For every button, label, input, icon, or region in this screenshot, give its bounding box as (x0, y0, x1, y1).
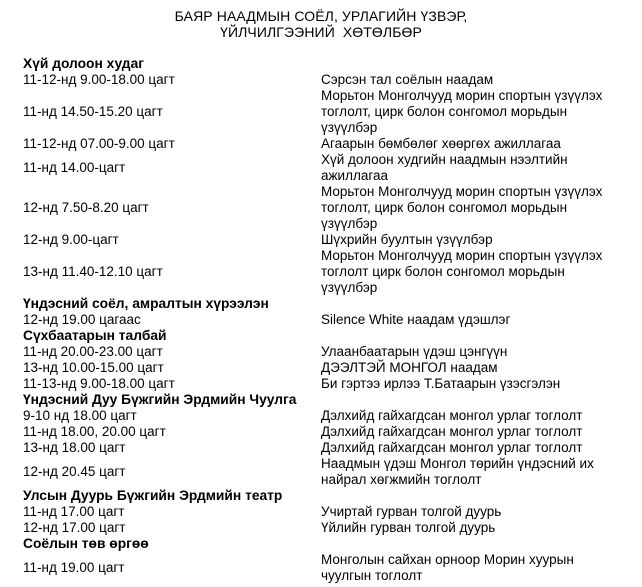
schedule-row (23, 88, 623, 136)
event-time: 12-нд 7.50-8.20 цагт (23, 200, 149, 215)
event-line: Агаарын бөмбөлөг хөөргөх ажиллагаа (321, 136, 561, 151)
event-line: найрал хөгжмийн тоглолт (321, 472, 482, 487)
event-line: тоглолт, цирк болон сонгомол морьдын (321, 104, 568, 119)
schedule-row (23, 312, 623, 328)
event-line: Дэлхийд гайхагдсан монгол урлаг тоглолт (321, 424, 583, 439)
event-time: 12-нд 17.00 цагт (23, 520, 126, 535)
event-description (321, 408, 623, 424)
event-line: Хүй долоон худгийн наадмын нээлтийн (321, 152, 568, 167)
event-line: Би гэртээ ирлээ Т.Батаарын үзэсгэлэн (321, 376, 561, 391)
event-description (321, 152, 623, 184)
section-heading: Сүхбаатарын талбай (23, 328, 167, 343)
event-description (321, 136, 623, 152)
event-description (321, 504, 623, 520)
event-line: ДЭЭЛТЭЙ МОНГОЛ наадам (321, 360, 498, 375)
schedule-row (23, 504, 623, 520)
event-line: чуулгын тоглолт (321, 568, 423, 583)
event-time: 11-12-нд 07.00-9.00 цагт (23, 136, 175, 151)
event-line: ажиллагаа (321, 168, 388, 183)
event-time: 11-нд 18.00, 20.00 цагт (23, 424, 166, 439)
event-line: тоглолт цирк болон сонгомол морьдын (321, 264, 565, 279)
event-time: 11-13-нд 9.00-18.00 цагт (23, 376, 175, 391)
schedule-row (23, 552, 623, 584)
document-title (0, 8, 642, 40)
schedule-row (23, 248, 623, 296)
schedule-row (23, 72, 623, 88)
schedule-row (23, 376, 623, 392)
event-line: Морьтон Монголчууд морин спортын үзүүлэх (321, 184, 603, 199)
event-description (321, 424, 623, 440)
event-line: үзүүлбэр (321, 120, 378, 135)
event-description (321, 72, 623, 88)
event-description (321, 344, 623, 360)
event-line: Үйлийн гурван толгой дуурь (321, 520, 496, 535)
event-description (321, 88, 623, 136)
event-time: 11-нд 14.50-15.20 цагт (23, 104, 163, 119)
event-line: Морьтон Монголчууд морин спортын үзүүлэх (321, 248, 603, 263)
event-line: үзүүлбэр (321, 216, 378, 231)
event-description (321, 248, 623, 296)
schedule-row (23, 440, 623, 456)
schedule-row (23, 232, 623, 248)
event-line: Улаанбаатарын үдэш цэнгүүн (321, 344, 508, 359)
event-time: 11-нд 14.00-цагт (23, 160, 126, 175)
schedule-row (23, 424, 623, 440)
section-heading: Хүй долоон худаг (23, 56, 144, 71)
event-description (321, 312, 623, 328)
event-line: Учиртай гурван толгой дуурь (321, 504, 502, 519)
event-line: тоглолт, цирк болон сонгомол морьдын (321, 200, 568, 215)
event-line: Дэлхийд гайхагдсан монгол урлаг тоглолт (321, 408, 583, 423)
event-time: 11-12-нд 9.00-18.00 цагт (23, 72, 175, 87)
section-heading: Соёлын төв өргөө (23, 536, 149, 551)
schedule (23, 56, 623, 584)
schedule-row (23, 360, 623, 376)
event-line: Наадмын үдэш Монгол төрийн үндэсний их (321, 456, 594, 471)
schedule-row (23, 408, 623, 424)
event-time: 9-10 нд 18.00 цагт (23, 408, 137, 423)
event-line: үзүүлбэр (321, 280, 378, 295)
event-line: Silence White наадам үдэшлэг (321, 312, 511, 327)
event-time: 11-нд 20.00-23.00 цагт (23, 344, 163, 359)
event-time: 11-нд 17.00 цагт (23, 504, 125, 519)
schedule-row (23, 136, 623, 152)
event-line: Шүхрийн буултын үзүүлбэр (321, 232, 493, 247)
schedule-row (23, 456, 623, 488)
event-description (321, 232, 623, 248)
event-description (321, 184, 623, 232)
event-line: Дэлхийд гайхагдсан монгол урлаг тоглолт (321, 440, 583, 455)
event-time: 13-нд 11.40-12.10 цагт (23, 264, 163, 279)
event-line: Морьтон Монголчууд морин спортын үзүүлэх (321, 88, 603, 103)
event-description (321, 456, 623, 488)
schedule-row (23, 344, 623, 360)
event-time: 12-нд 19.00 цагаас (23, 312, 141, 327)
event-time: 11-нд 19.00 цагт (23, 560, 125, 575)
section-heading: Улсын Дуурь Бүжгийн Эрдмийн театр (23, 488, 283, 503)
event-description (321, 360, 623, 376)
section-heading: Үндэсний Дуу Бүжгийн Эрдмийн Чуулга (23, 392, 297, 407)
section-heading: Үндэсний соёл, амралтын хүрээлэн (23, 296, 269, 311)
event-time: 13-нд 18.00 цагт (23, 440, 126, 455)
event-time: 12-нд 9.00-цагт (23, 232, 119, 247)
title-line-1: БАЯР НААДМЫН СОЁЛ, УРЛАГИЙН ҮЗВЭР, (174, 8, 468, 24)
event-line: Сэрсэн тал соёлын наадам (321, 72, 494, 87)
schedule-row (23, 520, 623, 536)
event-description (321, 376, 623, 392)
event-time: 12-нд 20.45 цагт (23, 464, 126, 479)
schedule-row (23, 152, 623, 184)
title-line-2: ҮЙЛЧИЛГЭЭНИЙ ХӨТӨЛБӨР (220, 24, 422, 40)
event-time: 13-нд 10.00-15.00 цагт (23, 360, 164, 375)
event-description (321, 520, 623, 536)
event-description (321, 552, 623, 584)
event-description (321, 440, 623, 456)
schedule-row (23, 184, 623, 232)
event-line: Монголын сайхан орноор Морин хуурын (321, 552, 574, 567)
